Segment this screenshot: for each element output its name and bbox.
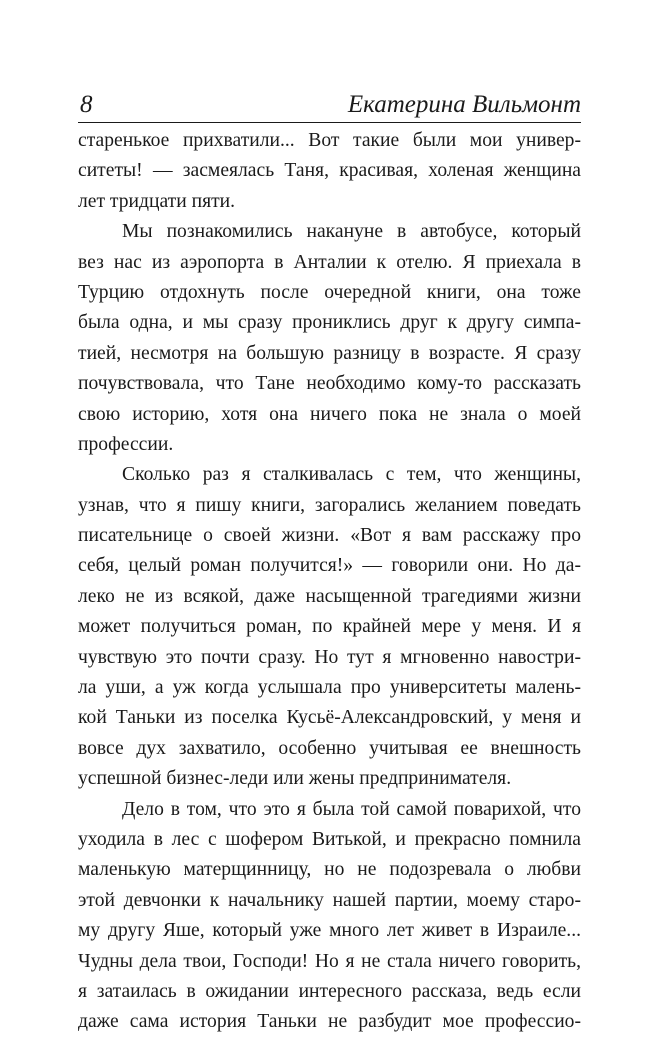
text-line: лет тридцати пяти. bbox=[78, 190, 236, 212]
text-line: свою историю, хотя она ничего пока не знала о моей bbox=[78, 403, 581, 425]
text-line: этой девчонки к начальнику нашей партии, моему старо- bbox=[78, 889, 581, 911]
paragraph bbox=[78, 217, 581, 460]
text-line: себя, целый роман получится!» — говорили они. Но да- bbox=[78, 555, 581, 577]
page-body bbox=[78, 126, 581, 1038]
text-line: была одна, и мы сразу прониклись друг к другу симпа- bbox=[78, 312, 581, 334]
text-line: маленькую матерщинницу, но не подозревала о любви bbox=[78, 859, 581, 881]
text-line: профессии. bbox=[78, 433, 174, 455]
text-line: ла уши, а уж когда услышала про университеты малень- bbox=[78, 677, 581, 699]
paragraph bbox=[78, 126, 581, 217]
text-line: уходила в лес с шофером Витькой, и прекрасно помнила bbox=[78, 828, 581, 850]
text-line: старенькое прихватили... Вот такие были мои универ- bbox=[78, 130, 581, 151]
page-number: 8 bbox=[80, 91, 93, 118]
page-header bbox=[78, 88, 581, 123]
text-line: Турцию отдохнуть после очередной книги, она тоже bbox=[78, 281, 581, 303]
text-line: даже сама история Таньки не разбудит мое профессио- bbox=[78, 1011, 581, 1033]
text-line: чувствую это почти сразу. Но тут я мгновенно навостри- bbox=[78, 646, 581, 668]
text-line: почувствовала, что Тане необходимо кому-то рассказать bbox=[78, 373, 581, 395]
paragraph bbox=[78, 460, 581, 794]
running-head-author: Екатерина Вильмонт bbox=[347, 91, 581, 118]
paragraph bbox=[78, 795, 581, 1038]
text-line: тией, несмотря на большую разницу в возрасте. Я сразу bbox=[78, 342, 581, 364]
text-line: му другу Яше, который уже много лет живет в Израиле... bbox=[78, 920, 581, 942]
text-line: успешной бизнес-леди или жены предпринимателя. bbox=[78, 768, 512, 790]
text-line: узнав, что я пишу книги, загорались желанием поведать bbox=[78, 494, 581, 516]
book-page bbox=[78, 88, 581, 1038]
text-line: Дело в том, что это я была той самой поварихой, что bbox=[122, 798, 581, 820]
text-line: Чудны дела твои, Господи! Но я не стала ничего говорить, bbox=[78, 950, 581, 972]
text-line: ситеты! — засмеялась Таня, красивая, холеная женщина bbox=[78, 160, 581, 182]
text-line: я затаилась в ожидании интересного рассказа, ведь если bbox=[78, 980, 581, 1002]
text-line: леко не из всякой, даже насыщенной трагедиями жизни bbox=[78, 585, 581, 607]
text-line: вез нас из аэропорта в Анталии к отелю. Я приехала в bbox=[78, 251, 581, 273]
text-line: может получиться роман, по крайней мере у меня. И я bbox=[78, 616, 581, 638]
text-line: кой Таньки из поселка Кусьё-Александровский, у меня и bbox=[78, 707, 581, 729]
text-line: Сколько раз я сталкивалась с тем, что женщины, bbox=[122, 464, 581, 486]
text-line: вовсе дух захватило, особенно учитывая ее внешность bbox=[78, 737, 581, 759]
text-line: Мы познакомились накануне в автобусе, который bbox=[122, 221, 581, 243]
text-line: писательнице о своей жизни. «Вот я вам расскажу про bbox=[78, 525, 581, 547]
